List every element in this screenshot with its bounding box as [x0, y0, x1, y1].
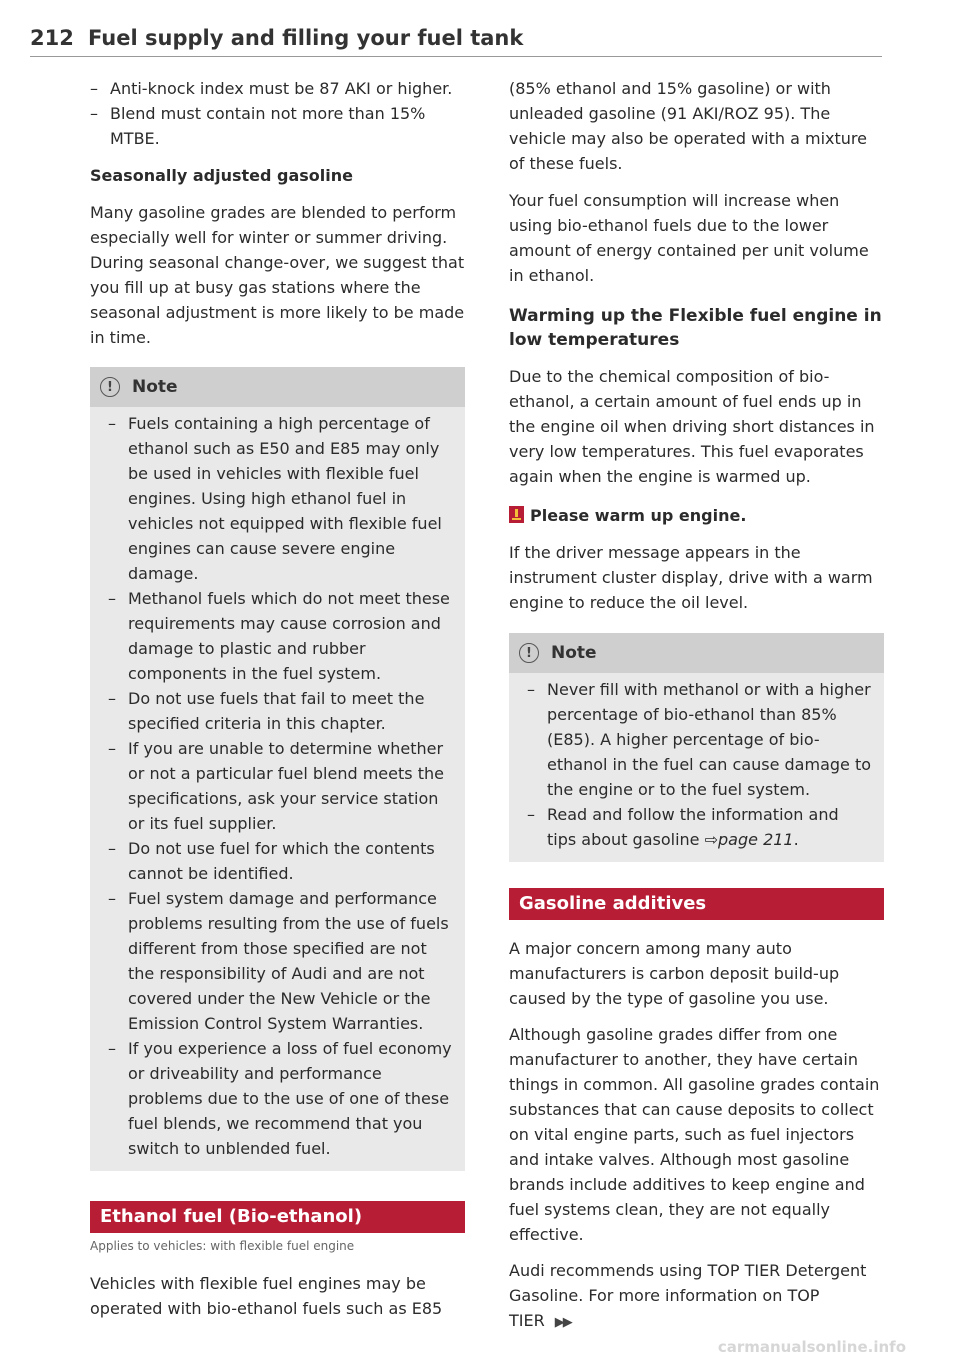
- note-item: – Fuels containing a high percentage of ethanol such as E50 and E85 may only be used in vehicles with flexible fuel engines. Using high ethanol fuel in vehicles not equipped with flexible fuel engines can cause severe engine damage.: [108, 414, 442, 583]
- note-body: [90, 407, 465, 1171]
- note-item: – If you are unable to determine whether or not a particular fuel blend meets the specifications, ask your service station or its fuel supplier.: [108, 739, 444, 833]
- section-heading-additives: Gasoline additives: [509, 888, 884, 920]
- note-item: – Never fill with methanol or with a higher percentage of bio-ethanol than 85% (E85). A higher percentage of bio-ethanol in the fuel can cause damage to the engine or to the fuel system.: [527, 680, 872, 799]
- page-reference-link[interactable]: page 211: [718, 830, 794, 849]
- right-column: [509, 76, 884, 1335]
- exclamation-circle-icon: !: [519, 643, 539, 663]
- page-header: [30, 22, 882, 56]
- header-rule: [30, 56, 882, 57]
- left-column: [90, 76, 465, 1321]
- exclamation-circle-icon: !: [100, 377, 120, 397]
- note-header: [509, 633, 884, 673]
- driver-message: Please warm up engine.: [509, 503, 884, 528]
- note-title: Note: [551, 642, 597, 663]
- chapter-title: Fuel supply and filling your fuel tank: [88, 26, 524, 50]
- page-number: 212: [30, 26, 74, 50]
- ethanol-paragraph-continued: (85% ethanol and 15% gasoline) or with unleaded gasoline (91 AKI/ROZ 95). The vehicle may also be operated with a mixture of these fuels.: [509, 79, 867, 173]
- watermark-url: carmanualsonline.info: [717, 1338, 906, 1356]
- note-box: [509, 633, 884, 862]
- note-item: – Do not use fuels that fail to meet the specified criteria in this chapter.: [108, 689, 425, 733]
- continue-arrow-icon: ▶▶: [554, 1315, 571, 1330]
- warming-heading: Warming up the Flexible fuel engine in low temperatures: [509, 306, 882, 350]
- driver-message-paragraph: If the driver message appears in the instrument cluster display, drive with a warm engine to reduce the oil level.: [509, 543, 873, 612]
- note-item: – Fuel system damage and performance problems resulting from the use of fuels different from those specified are not the responsibility of Audi and are not covered under the New Vehicle or the Emission Control System Warranties.: [108, 889, 449, 1033]
- engine-warning-icon: [509, 506, 524, 523]
- applies-to-note: Applies to vehicles: with flexible fuel engine: [90, 1239, 355, 1253]
- seasonal-paragraph: Many gasoline grades are blended to perform especially well for winter or summer driving. During seasonal change-over, we suggest that you fill up at busy gas stations where the seasonal adjustment is more likely to be made in time.: [90, 203, 465, 347]
- note-header: [90, 367, 465, 407]
- note-box: [90, 367, 465, 1171]
- note-title: Note: [132, 376, 178, 397]
- section-heading-ethanol: Ethanol fuel (Bio-ethanol): [90, 1201, 465, 1233]
- additives-paragraph-2: Although gasoline grades differ from one manufacturer to another, they have certain things in common. All gasoline grades contain substances that can cause deposits to collect on vital engine parts, such as fuel injectors and intake valves. Although most gasoline brands include additives to keep engine and fuel systems clean, they are not equally effective.: [509, 1025, 880, 1244]
- additives-paragraph-1: A major concern among many auto manufacturers is carbon deposit build-up caused by the type of gasoline you use.: [509, 939, 840, 1008]
- note-item: – Do not use fuel for which the contents cannot be identified.: [108, 839, 435, 883]
- list-item: – Anti-knock index must be 87 AKI or higher.: [90, 79, 453, 98]
- list-item: – Blend must contain not more than 15% MTBE.: [90, 104, 426, 148]
- note-body: [509, 673, 884, 862]
- seasonal-heading: Seasonally adjusted gasoline: [90, 166, 353, 185]
- note-item: – Methanol fuels which do not meet these requirements may cause corrosion and damage to plastic and rubber components in the fuel system.: [108, 589, 450, 683]
- additives-paragraph-3: Audi recommends using TOP TIER Detergent Gasoline. For more information on TOP TIER ▶▶: [509, 1261, 867, 1330]
- requirements-list: [90, 76, 465, 151]
- note-item: – Read and follow the information and tips about gasoline ⇨page 211.: [527, 805, 839, 849]
- ethanol-paragraph: Vehicles with flexible fuel engines may be operated with bio-ethanol fuels such as E85: [90, 1274, 443, 1318]
- note-item: – If you experience a loss of fuel economy or driveability and performance problems due to the use of one of these fuel blends, we recommend that you switch to unblended fuel.: [108, 1039, 452, 1158]
- fuel-consumption-paragraph: Your fuel consumption will increase when using bio-ethanol fuels due to the lower amount of energy contained per unit volume in ethanol.: [509, 191, 869, 285]
- warming-paragraph: Due to the chemical composition of bio-ethanol, a certain amount of fuel ends up in the engine oil when driving short distances in very low temperatures. This fuel evaporates again when the engine is warmed up.: [509, 367, 875, 486]
- arrow-right-icon: ⇨: [704, 830, 719, 849]
